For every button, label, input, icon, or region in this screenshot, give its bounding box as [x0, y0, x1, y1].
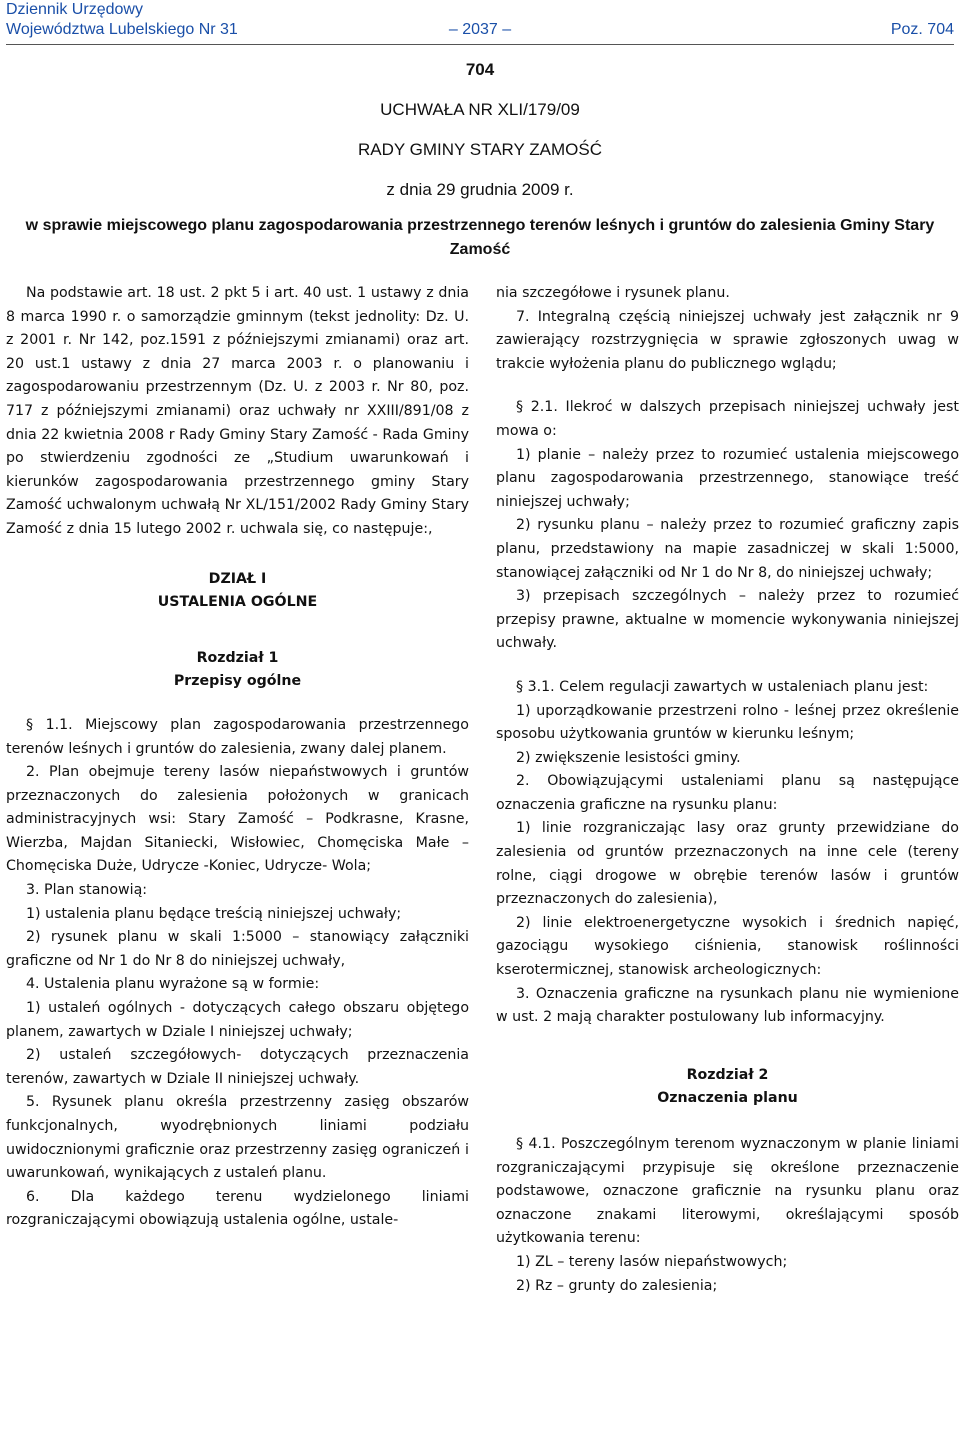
- paragraph: 1) uporządkowanie przestrzeni rolno - leśnej przez określenie sposobu użytkowania gruntów w kierunku leśnym;: [496, 702, 959, 743]
- paragraph: § 2.1. Ilekroć w dalszych przepisach niniejszej uchwały jest mowa o:: [496, 399, 959, 439]
- paragraph: 1) linie rozgraniczając lasy oraz grunty przewidziane do zalesienia od gruntów przeznaczonych na inne cele (tereny rolne, ciągi drogowe w obrębie terenów lasów i gruntów przeznaczonych do zalesienia),: [496, 820, 959, 908]
- paragraph: 5. Rysunek planu określa przestrzenny zasięg obszarów funkcjonalnych, wyodrębnionych liniami podziału uwidocznionymi graficznie oraz przestrzenny zasięg ograniczeń i uwarunkowań, wynikających z ustaleń planu.: [6, 1094, 469, 1182]
- doc-body: RADY GMINY STARY ZAMOŚĆ: [357, 140, 603, 159]
- paragraph: 3) przepisach szczególnych – należy przez to rozumieć przepisy prawne, aktualne w momencie wykonywania niniejszej uchwały.: [496, 588, 959, 652]
- paragraph: 2) rysunku planu – należy przez to rozumieć graficzny zapis planu, przedstawiony na mapie zasadniczej w skali 1:5000, stanowiącej załączniki od Nr 1 do Nr 8, do niniejszej uchwały;: [496, 517, 959, 581]
- paragraph: 2) linie elektroenergetyczne wysokich i średnich napięć, gazociągu wysokiego ciśnienia, stanowisk roślinności kserotermicznej, stanowisk archeologicznych:: [496, 914, 959, 979]
- paragraph: 7. Integralną częścią niniejszej uchwały jest załącznik nr 9 zawierający rozstrzygnięcia w sprawie zgłoszonych uwag w trakcie wyłożenia planu do publicznego wglądu;: [496, 308, 959, 372]
- paragraph: § 3.1. Celem regulacji zawartych w ustaleniach planu jest:: [516, 678, 929, 695]
- paragraph: 3. Oznaczenia graficzne na rysunkach planu nie wymienione w ust. 2 mają charakter postulowany lub informacyjny.: [496, 985, 959, 1026]
- paragraph-block-4: [496, 1133, 959, 1298]
- doc-subject: w sprawie miejscowego planu zagospodarowania przestrzennego terenów leśnych i gruntów do zalesienia Gminy Stary Zamość: [25, 217, 935, 258]
- paragraph: 1) ustaleń ogólnych - dotyczących całego obszaru objętego planem, zawartych w Dziale I niniejszej uchwały;: [6, 1000, 469, 1040]
- section-heading: DZIAŁ I: [208, 570, 267, 587]
- paragraph: 2) Rz – grunty do zalesienia;: [516, 1277, 718, 1294]
- paragraph: 2) rysunek planu w skali 1:5000 – stanowiący załączniki graficzne od Nr 1 do Nr 8 do niniejszej uchwały,: [6, 929, 469, 969]
- preamble: Na podstawie art. 18 ust. 2 pkt 5 i art. 40 ust. 1 ustawy z dnia 8 marca 1990 r. o samorządzie gminnym (tekst jednolity: Dz. U. z 2001 r. Nr 142, poz.1591 z późniejszymi zmianami) oraz art. 20 ust.1 ustawy z dnia 27 marca 2003 r. o planowaniu i zagospodarowaniu przestrzennym (Dz. U. z 2003 r. Nr 80, poz. 717 z późniejszymi zmianami) oraz uchwały nr XXIII/891/08 z dnia 22 kwietnia 2008 r Rady Gminy Stary Zamość - Rada Gminy po stwierdzeniu zgodności ze „Studium uwarunkowań i kierunków zagospodarowania przestrzennego gminy Stary Zamość uchwalonym uchwałą Nr XL/151/2002 Rady Gminy Stary Zamość z dnia 15 lutego 2002 r. uchwala się, co następuje:,: [6, 285, 469, 537]
- doc-number: 704: [465, 60, 495, 79]
- paragraph: 6. Dla każdego terenu wydzielonego liniami rozgraniczającymi obowiązują ustalenia ogólne, ustale-: [6, 1188, 469, 1229]
- paragraph: § 4.1. Poszczególnym terenom wyznaczonym w planie liniami rozgraniczającymi przypisuje się określone przeznaczenie podstawowe, oznaczone graficznie na rysunku planu oraz oznaczone znakami literowymi, określającymi sposób użytkowania terenu:: [496, 1136, 959, 1247]
- resolution-titles: [0, 58, 960, 218]
- section-heading-title: USTALENIA OGÓLNE: [157, 594, 318, 611]
- paragraph: § 1.1. Miejscowy plan zagospodarowania przestrzennego terenów leśnych i gruntów do zalesienia, zwany dalej planem.: [6, 716, 469, 757]
- chapter-heading-title: Przepisy ogólne: [173, 673, 302, 690]
- paragraph: 4. Ustalenia planu wyrażone są w formie:: [26, 976, 320, 993]
- paragraph: 3. Plan stanowią:: [26, 882, 148, 899]
- right-column: [496, 282, 959, 1298]
- paragraph: 1) ZL – tereny lasów niepaństwowych;: [516, 1253, 788, 1270]
- page-number: – 2037 –: [448, 21, 512, 38]
- doc-date: z dnia 29 grudnia 2009 r.: [386, 180, 574, 199]
- paragraph: 2. Obowiązującymi ustaleniami planu są następujące oznaczenia graficzne na rysunku planu:: [496, 773, 959, 813]
- paragraph: 1) planie – należy przez to rozumieć ustalenia miejscowego planu zagospodarowania przestrzennego, stanowiące treść niniejszej uchwały;: [496, 446, 959, 510]
- journal-line-2: Województwa Lubelskiego Nr 31: [6, 21, 238, 38]
- paragraph-block-3: [496, 676, 959, 1030]
- paragraph: 1) ustalenia planu będące treścią niniejszej uchwały;: [26, 905, 402, 922]
- position-number: Poz. 704: [890, 21, 954, 38]
- paragraph-block-2: [496, 396, 959, 656]
- chapter-heading: Rozdział 1: [196, 649, 279, 666]
- chapter-heading-title: Oznaczenia planu: [657, 1090, 798, 1107]
- paragraph-block-1: [6, 714, 469, 1233]
- paragraph: 2) ustaleń szczegółowych- dotyczących przeznaczenia terenów, zawartych w Dziale II niniejszej uchwały.: [6, 1047, 469, 1087]
- left-column: [6, 282, 469, 1233]
- doc-title: UCHWAŁA NR XLI/179/09: [380, 100, 580, 119]
- paragraph: 2. Plan obejmuje tereny lasów niepaństwowych i gruntów przeznaczonych do zalesienia położonych w granicach administracyjnych wsi: Stary Zamość – Podkrasne, Krasne, Wierzba, Majdan Sitaniecki, Wisłowiec, Chomęciska Małe – Chomęciska Duże, Udrycze -Koniec, Udrycze- Wola;: [6, 764, 469, 875]
- page-header: [6, 0, 954, 45]
- journal-line-1: Dziennik Urzędowy: [6, 1, 143, 18]
- paragraph: 2) zwiększenie lesistości gminy.: [516, 749, 741, 766]
- paragraph: nia szczegółowe i rysunek planu.: [496, 285, 730, 301]
- chapter-heading: Rozdział 2: [686, 1066, 769, 1083]
